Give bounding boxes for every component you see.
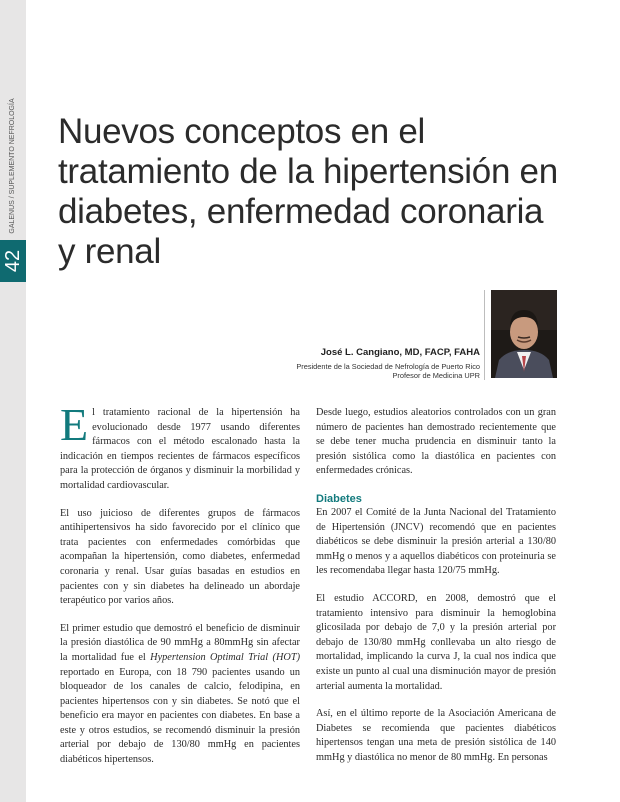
article-title: Nuevos conceptos en el tratamiento de la hipertensión en diabetes, enfermedad coronaria y renal	[58, 112, 558, 271]
paragraph-3b: reportado en Europa, con 18 790 pacientes usando un bloqueador de los canales de calcio, felodipina, en pacientes hipertensos con y sin diabetes. Se notó que el beneficio era mayor en pacientes con diabetes. En base a este y otros estudios, se recomendó disminuir la presión arterial por debajo de 130/80 mmHg en pacientes diabéticos hipertensos.	[60, 666, 300, 766]
author-affiliation-2: Profesor de Medicina UPR	[392, 371, 480, 380]
column-left	[60, 399, 300, 781]
paragraph-5: En 2007 el Comité de la Junta Nacional del Tratamiento de Hipertensión (JNCV) recomendó que en pacientes diabéticos se debe disminuir la presión arterial a 130/80 mmHg o menos y a aquellos diabéticos con proteinuria se les recomendaba llegar hasta 120/75 mmHg.	[316, 506, 556, 577]
running-head: GALENUS / SUPLEMENTO NEFROLOGÍA	[9, 98, 16, 234]
paragraph-3a: El primer estudio que demostró el beneficio de disminuir la presión diastólica de 90 mmHg a 80mmHg sin afectar la mortalidad fue el	[60, 622, 300, 663]
paragraph-2: El uso juicioso de diferentes grupos de fármacos antihipertensivos ha sido favorecido por el clínico que trata pacientes con enfermedades comórbidas que acompañan la hipertensión, como diabetes, enfermedad coronaria y renal. Usar guías basadas en estudios en pacientes con y sin diabetes ha delineado un abordaje terapéutico por varios años.	[60, 507, 300, 607]
trial-name: Hypertension Optimal Trial (HOT)	[150, 651, 300, 663]
page-number: 42	[2, 249, 24, 273]
paragraph-3	[60, 622, 300, 768]
author-photo	[491, 290, 557, 378]
paragraph-7: Así, en el último reporte de la Asociación Americana de Diabetes se recomienda que pacientes diabéticos hipertensos tengan una meta de presión sistólica de 140 mmHg y diastólica no menor de 80 mmHg. En personas	[316, 708, 556, 763]
column-right	[316, 406, 556, 778]
author-affiliation-1: Presidente de la Sociedad de Nefrología de Puerto Rico	[296, 362, 480, 371]
paragraph-4: Desde luego, estudios aleatorios controlados con un gran número de pacientes han demostrado recientemente que se debe tener mucha prudencia en disminuir tanto la presión sistólica como la diastólica en pacientes con enfermedades crónicas.	[316, 407, 556, 477]
drop-cap: E	[60, 399, 89, 450]
author-divider	[484, 290, 485, 380]
paragraph-6: El estudio ACCORD, en 2008, demostró que el tratamiento intensivo para disminuir la hemoglobina glicosilada por debajo de 7,0 y la presión arterial por debajo de 130/80 mmHg conllevaba un alto riesgo de mortalidad, implicando la curva J, la cual nos indica que existe un punto al cual una disminución mayor de presión arterial aumenta la mortalidad.	[316, 592, 556, 692]
section-heading-diabetes: Diabetes	[316, 492, 362, 505]
paragraph-intro	[60, 399, 300, 494]
author-name: José L. Cangiano, MD, FACP, FAHA	[320, 347, 480, 358]
paragraph-1-text: l tratamiento racional de la hipertensión ha evolucionado desde 1977 usando diferentes fármacos con el método escalonado hasta la indicación en tiempos recientes de fármacos específicos para la protección de órganos y disminuir la morbilidad y mortalidad cardiovascular.	[60, 407, 300, 491]
